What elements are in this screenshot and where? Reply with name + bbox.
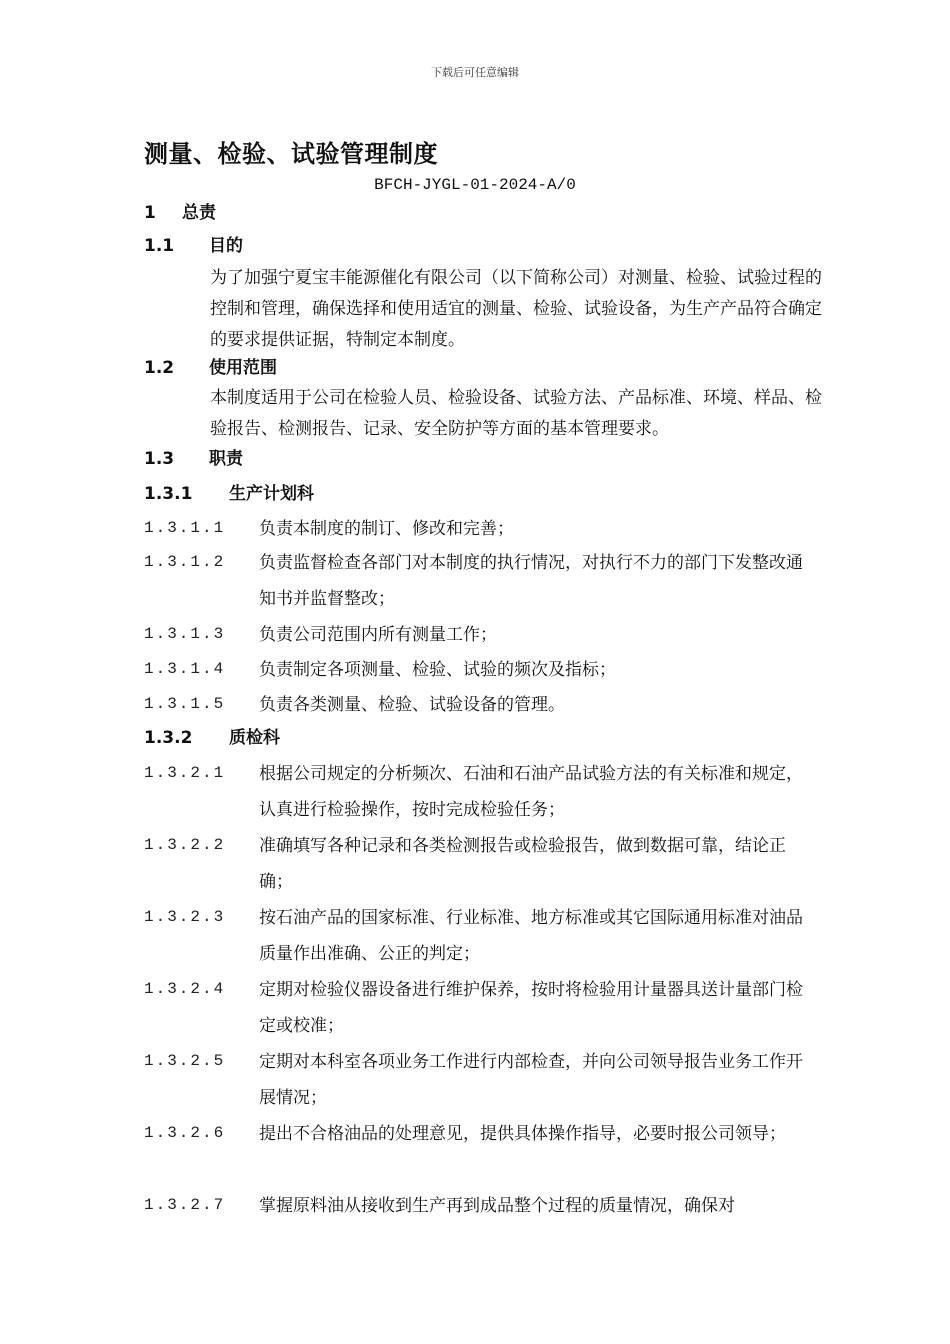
- section-1-3-heading: [144, 442, 243, 476]
- section-label: 生产计划科: [229, 484, 314, 504]
- document-code: BFCH-JYGL-01-2024-A/0: [374, 176, 576, 194]
- section-label: 职责: [209, 449, 243, 469]
- section-number: 1: [144, 203, 156, 223]
- list-item-number: 1.3.1.2: [144, 553, 226, 571]
- list-item-number: 1.3.2.1: [144, 764, 226, 782]
- list-item-text: 负责公司范围内所有测量工作；: [259, 625, 497, 645]
- section-1-3-1-heading: [144, 477, 314, 511]
- section-1-1-paragraph: 为了加强宁夏宝丰能源催化有限公司（以下简称公司）对测量、检验、试验过程的控制和管理，确保选择和使用适宜的测量、检验、试验设备，为生产产品符合确定的要求提供证据，特制定本制度。: [210, 268, 822, 350]
- list-item-number: 1.3.2.2: [144, 836, 226, 854]
- list-item-text: 按石油产品的国家标准、行业标准、地方标准或其它国际通用标准对油品质量作出准确、公正的判定；: [259, 908, 803, 964]
- section-number: 1.2: [144, 358, 175, 378]
- section-number: 1.3.1: [144, 484, 193, 504]
- section-1-2-heading: [144, 351, 277, 385]
- list-item-text: 掌握原料油从接收到生产再到成品整个过程的质量情况，确保对: [259, 1196, 735, 1216]
- list-item-number: 1.3.2.6: [144, 1124, 226, 1142]
- list-item-number: 1.3.1.5: [144, 695, 226, 713]
- list-item-number: 1.3.1.3: [144, 625, 226, 643]
- section-1-3-2-heading: [144, 721, 280, 755]
- list-item-text: 定期对本科室各项业务工作进行内部检查，并向公司领导报告业务工作开展情况；: [259, 1052, 803, 1108]
- list-item-number: 1.3.1.4: [144, 660, 226, 678]
- section-label: 质检科: [229, 728, 280, 748]
- list-item-number: 1.3.2.3: [144, 908, 226, 926]
- section-number: 1.3.2: [144, 728, 193, 748]
- section-1-heading: [144, 196, 216, 230]
- page-title: 测量、检验、试验管理制度: [144, 140, 438, 168]
- section-number: 1.1: [144, 236, 175, 256]
- header-note: 下载后可任意编辑: [431, 66, 519, 79]
- list-item-text: 定期对检验仪器设备进行维护保养，按时将检验用计量器具送计量部门检定或校准；: [259, 980, 803, 1036]
- list-item-text: 负责制定各项测量、检验、试验的频次及指标；: [259, 660, 616, 680]
- section-label: 总责: [182, 203, 216, 223]
- list-item-number: 1.3.2.5: [144, 1052, 226, 1070]
- section-1-1-heading: [144, 229, 243, 263]
- list-item-number: 1.3.2.7: [144, 1196, 226, 1214]
- list-item-number: 1.3.1.1: [144, 519, 226, 537]
- list-item-text: 负责本制度的制订、修改和完善；: [259, 519, 514, 539]
- list-item-text: 负责监督检查各部门对本制度的执行情况，对执行不力的部门下发整改通知书并监督整改；: [259, 553, 803, 609]
- list-item-number: 1.3.2.4: [144, 980, 226, 998]
- section-1-2-paragraph: 本制度适用于公司在检验人员、检验设备、试验方法、产品标准、环境、样品、检验报告、检测报告、记录、安全防护等方面的基本管理要求。: [210, 388, 822, 439]
- section-label: 使用范围: [209, 358, 277, 378]
- list-item-text: 负责各类测量、检验、试验设备的管理。: [259, 695, 565, 715]
- list-item-text: 根据公司规定的分析频次、石油和石油产品试验方法的有关标准和规定，认真进行检验操作，按时完成检验任务；: [259, 764, 803, 820]
- section-label: 目的: [209, 236, 243, 256]
- list-item-text: 准确填写各种记录和各类检测报告或检验报告，做到数据可靠，结论正确；: [259, 836, 786, 892]
- list-item-text: 提出不合格油品的处理意见，提供具体操作指导，必要时报公司领导；: [259, 1124, 786, 1144]
- section-number: 1.3: [144, 449, 175, 469]
